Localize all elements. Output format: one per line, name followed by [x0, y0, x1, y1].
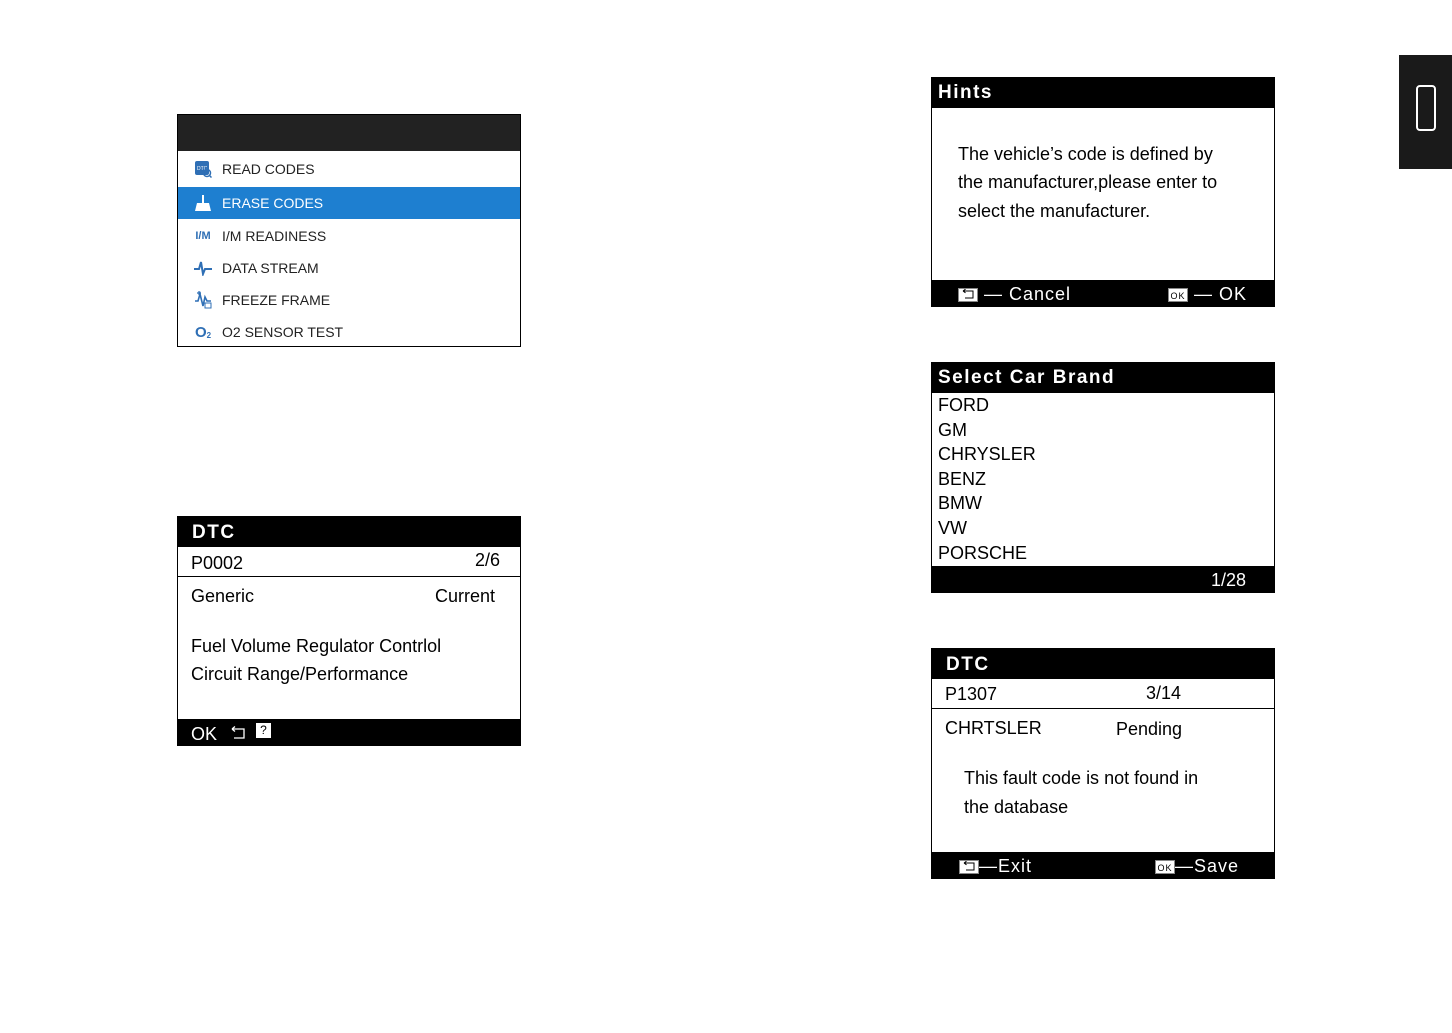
menu-item-label: ERASE CODES [222, 195, 324, 211]
dtc-message-line1: This fault code is not found in [964, 768, 1199, 788]
dtc-status: Pending [1116, 719, 1183, 739]
menu-item-label: DATA STREAM [222, 260, 319, 276]
tab-slot-icon [1416, 85, 1436, 131]
menu-header-bar [178, 115, 520, 151]
dtc-title: DTC [192, 522, 236, 543]
ok-button[interactable]: OK [191, 724, 218, 744]
exit-button[interactable]: —Exit [959, 856, 1032, 877]
dtc-description-line1: Fuel Volume Regulator Contrlol [191, 636, 442, 656]
main-menu-screen [177, 114, 521, 347]
dtc-footer-bar [178, 719, 520, 746]
menu-item-label: READ CODES [222, 161, 315, 177]
back-icon [958, 288, 978, 302]
hints-line2: the manufacturer,please enter to [958, 172, 1218, 192]
brand-item-ford[interactable]: FORD [938, 395, 989, 415]
dtc-status: Current [435, 586, 496, 606]
ok-button[interactable]: OK — OK [1168, 284, 1247, 305]
dtc-generic-screen [177, 516, 521, 746]
car-brand-footer-bar [932, 566, 1274, 593]
back-icon [959, 860, 979, 874]
dtc-pending-screen [931, 648, 1275, 879]
cancel-button[interactable]: — Cancel [958, 284, 1071, 305]
menu-item-read-codes[interactable] [178, 153, 520, 185]
dtc-code: P1307 [945, 684, 998, 704]
brand-item-porsche[interactable]: PORSCHE [938, 542, 1028, 563]
menu-item-o2-sensor-test[interactable] [178, 316, 520, 347]
brand-item-gm[interactable]: GM [938, 419, 967, 440]
menu-item-freeze-frame[interactable] [178, 284, 520, 316]
hints-title: Hints [938, 82, 993, 103]
svg-text:DTC: DTC [197, 166, 208, 172]
hints-screen [931, 77, 1275, 307]
brand-item-vw[interactable]: VW [938, 517, 967, 538]
dtc-message-line2: the database [964, 797, 1069, 817]
hints-line1: The vehicle’s code is defined by [958, 144, 1213, 164]
save-button[interactable]: OK —Save [1155, 856, 1239, 877]
dtc-code: P0002 [191, 553, 244, 573]
pulse-icon [192, 260, 214, 276]
menu-item-label: FREEZE FRAME [222, 292, 331, 308]
brand-item-bmw[interactable]: BMW [938, 493, 982, 514]
brand-item-benz[interactable]: BENZ [938, 468, 987, 489]
o2-icon: O 2 [194, 323, 212, 341]
dtc-title: DTC [946, 654, 990, 675]
dtc-read-icon [192, 160, 214, 178]
brand-item-chrysler[interactable]: CHRYSLER [938, 444, 1036, 465]
freeze-frame-icon [192, 291, 214, 309]
dtc-title-bar [932, 649, 1274, 679]
im-icon: I/M [195, 230, 211, 242]
car-brand-title: Select Car Brand [938, 367, 1116, 388]
menu-item-label: I/M READINESS [222, 228, 327, 244]
dtc-page-counter: 3/14 [1146, 683, 1182, 703]
dtc-make: CHRTSLER [945, 718, 1042, 738]
menu-item-label: O2 SENSOR TEST [222, 324, 344, 340]
menu-item-erase-codes[interactable] [178, 187, 520, 219]
brand-list [938, 393, 1274, 565]
erase-broom-icon [192, 194, 214, 212]
back-icon[interactable] [230, 726, 246, 745]
dtc-code-row [178, 547, 520, 577]
dtc-type: Generic [191, 586, 255, 606]
car-brand-screen [931, 362, 1275, 593]
ok-key-icon: OK [1168, 288, 1188, 302]
hints-title-bar [932, 78, 1274, 108]
menu-item-data-stream[interactable] [178, 252, 520, 284]
help-icon[interactable]: ? [256, 723, 271, 738]
car-brand-title-bar [932, 363, 1274, 393]
dtc-title-bar [178, 517, 520, 547]
brand-page-counter: 1/28 [1211, 570, 1247, 590]
dtc-page-counter: 2/6 [475, 550, 501, 570]
menu-item-im-readiness[interactable] [178, 220, 520, 252]
dtc-code-row [932, 679, 1274, 709]
dtc-pending-footer-bar [932, 852, 1274, 879]
hints-footer-bar [932, 280, 1274, 307]
ok-key-icon: OK [1155, 860, 1175, 874]
hints-line3: select the manufacturer. [958, 201, 1151, 221]
dtc-description-line2: Circuit Range/Performance [191, 664, 409, 684]
chapter-side-tab [1399, 55, 1452, 169]
